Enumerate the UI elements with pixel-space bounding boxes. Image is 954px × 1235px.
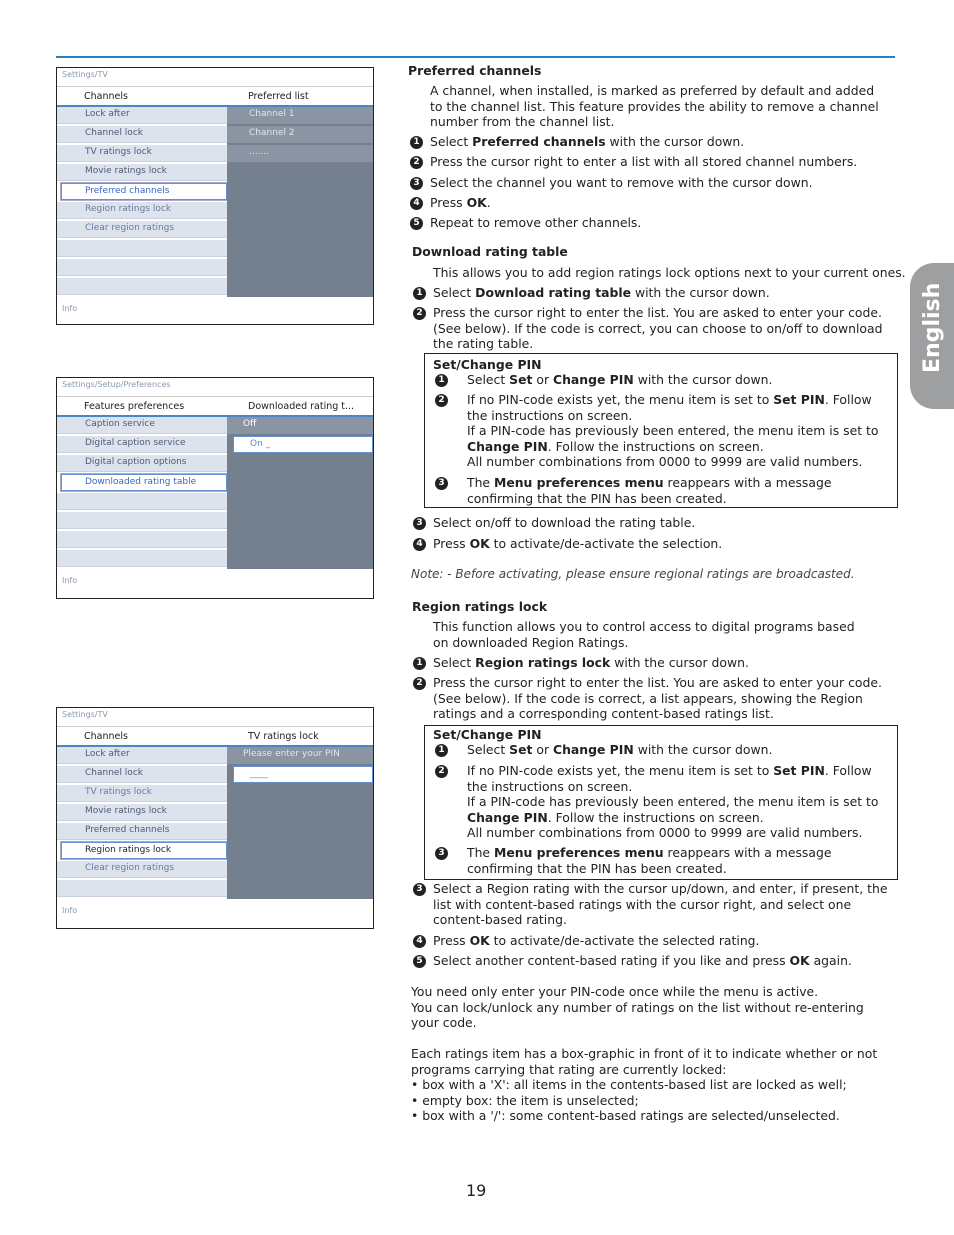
menu-screenshot-region [56, 707, 374, 929]
menu-item[interactable]: Digital caption service [57, 436, 227, 453]
menu-item[interactable]: TV ratings lock [57, 785, 227, 802]
menu-screenshot-download [56, 377, 374, 599]
pin-title: Set/Change PIN [433, 357, 542, 372]
download-intro: This allows you to add region ratings lock options next to your current ones. [433, 265, 906, 280]
menu-breadcrumb: Settings/Setup/Preferences [57, 378, 373, 397]
menu-right-column [227, 747, 373, 899]
region-intro: This function allows you to control access to digital programs based on downloaded Region Ratings. [433, 619, 855, 650]
step-number-4: 4 [413, 935, 426, 948]
step-number-1: 1 [413, 287, 426, 300]
menu-item-empty [57, 278, 227, 295]
menu-breadcrumb: Settings/TV [57, 68, 373, 87]
step-number-3: 3 [413, 517, 426, 530]
step-number-2: 2 [410, 156, 423, 169]
preferred-step-3: Select the channel you want to remove with the cursor down. [430, 175, 813, 190]
menu-body [57, 107, 373, 297]
menu-value[interactable]: Channel 1 [227, 107, 373, 124]
step-number-3: 3 [435, 477, 448, 490]
menu-item[interactable]: Digital caption options [57, 455, 227, 472]
language-tab [910, 263, 954, 409]
menu-item-empty [57, 531, 227, 548]
pin-step-2: If no PIN-code exists yet, the menu item is set to Set PIN. Follow the instructions on screen. If a PIN-code has previously been entered, the menu item is set to Change PIN. Follow the instructions on screen. All number combinations from 0000 to 9999 are valid numbers. [467, 763, 879, 841]
menu-item[interactable]: Movie ratings lock [57, 164, 227, 181]
menu-item[interactable]: Clear region ratings [57, 221, 227, 238]
pin-step-1: Select Set or Change PIN with the cursor down. [467, 372, 773, 387]
preferred-step-2: Press the cursor right to enter a list with all stored channel numbers. [430, 154, 858, 169]
section-title-download: Download rating table [412, 244, 568, 259]
menu-header [57, 87, 373, 107]
download-step-2: Press the cursor right to enter the list. You are asked to enter your code. (See below). If the code is correct, you can choose to on/off to download the rating table. [433, 305, 883, 352]
region-step-5: Select another content-based rating if you like and press OK again. [433, 953, 852, 968]
menu-info: Info [62, 576, 78, 585]
menu-info: Info [62, 906, 78, 915]
menu-item-selected[interactable]: Downloaded rating table [61, 474, 227, 491]
menu-info: Info [62, 304, 78, 313]
pin-step-3: The Menu preferences menu reappears with a message confirming that the PIN has been created. [467, 475, 832, 506]
step-number-3: 3 [413, 883, 426, 896]
pin-step-2: If no PIN-code exists yet, the menu item is set to Set PIN. Follow the instructions on screen. If a PIN-code has previously been entered, the menu item is set to Change PIN. Follow the instructions on screen. All number combinations from 0000 to 9999 are valid numbers. [467, 392, 879, 470]
region-para-1: You need only enter your PIN-code once while the menu is active. You can lock/unlock any number of ratings on the list without re-entering your code. [411, 984, 864, 1031]
step-number-2: 2 [413, 677, 426, 690]
step-number-3: 3 [410, 177, 423, 190]
menu-item[interactable]: Lock after [57, 107, 227, 124]
menu-value: Please enter your PIN [227, 747, 373, 764]
menu-breadcrumb: Settings/TV [57, 708, 373, 727]
region-step-3: Select a Region rating with the cursor up/down, and enter, if present, the list with content-based ratings with the cursor right, and select one content-based rating. [433, 881, 888, 928]
step-number-3: 3 [435, 847, 448, 860]
menu-right-column [227, 417, 373, 569]
section-title-region: Region ratings lock [412, 599, 548, 614]
menu-item[interactable]: Channel lock [57, 126, 227, 143]
menu-body [57, 417, 373, 569]
menu-header-right: TV ratings lock [248, 731, 319, 742]
region-step-1: Select Region ratings lock with the cursor down. [433, 655, 749, 670]
menu-header [57, 727, 373, 747]
menu-left-column [57, 107, 227, 295]
menu-value[interactable]: Channel 2 [227, 126, 373, 143]
menu-value[interactable]: ....... [227, 145, 373, 162]
step-number-1: 1 [435, 744, 448, 757]
section-title-preferred: Preferred channels [408, 63, 542, 78]
menu-item[interactable]: Channel lock [57, 766, 227, 783]
menu-item[interactable]: Caption service [57, 417, 227, 434]
preferred-step-1: Select Preferred channels with the cursor down. [430, 134, 745, 149]
step-number-2: 2 [435, 765, 448, 778]
region-para-2: Each ratings item has a box-graphic in front of it to indicate whether or not programs carrying that rating are currently locked: • box with a 'X': all items in the contents-based list are locked as well; • empty box: the item is unselected; • box with a '/': some content-based ratings are selected/unselected. [411, 1046, 878, 1124]
menu-header-left: Features preferences [84, 401, 185, 412]
header-rule [56, 56, 895, 58]
step-number-5: 5 [413, 955, 426, 968]
menu-header [57, 397, 373, 417]
region-step-4: Press OK to activate/de-activate the selected rating. [433, 933, 760, 948]
menu-item[interactable]: Preferred channels [57, 823, 227, 840]
menu-item[interactable]: TV ratings lock [57, 145, 227, 162]
step-number-1: 1 [435, 374, 448, 387]
menu-left-column [57, 747, 227, 897]
step-number-2: 2 [413, 307, 426, 320]
step-number-2: 2 [435, 394, 448, 407]
menu-header-left: Channels [84, 91, 128, 102]
menu-header-right: Downloaded rating t... [248, 401, 355, 412]
step-number-4: 4 [410, 197, 423, 210]
menu-item-selected[interactable]: Preferred channels [61, 183, 227, 200]
step-number-1: 1 [413, 657, 426, 670]
menu-right-column [227, 107, 373, 297]
menu-item[interactable]: Movie ratings lock [57, 804, 227, 821]
menu-item[interactable]: Clear region ratings [57, 861, 227, 878]
menu-item-empty [57, 880, 227, 897]
menu-value[interactable]: Off [227, 417, 373, 434]
menu-item-selected[interactable]: Region ratings lock [61, 842, 227, 859]
preferred-intro: A channel, when installed, is marked as preferred by default and added to the channel list. This feature provides the ability to remove a channel number from the channel list. [430, 83, 879, 130]
menu-value-selected[interactable]: On _ [233, 436, 373, 453]
language-tab-label: English [920, 282, 945, 373]
menu-item-empty [57, 493, 227, 510]
menu-left-column [57, 417, 227, 567]
download-step-4: Press OK to activate/de-activate the selection. [433, 536, 723, 551]
download-step-3: Select on/off to download the rating table. [433, 515, 696, 530]
page-number: 19 [466, 1181, 487, 1200]
preferred-step-5: Repeat to remove other channels. [430, 215, 642, 230]
menu-screenshot-preferred [56, 67, 374, 325]
menu-body [57, 747, 373, 899]
menu-item[interactable]: Region ratings lock [57, 202, 227, 219]
menu-header-right: Preferred list [248, 91, 309, 102]
pin-step-1: Select Set or Change PIN with the cursor down. [467, 742, 773, 757]
pin-title: Set/Change PIN [433, 727, 542, 742]
pin-step-3: The Menu preferences menu reappears with a message confirming that the PIN has been created. [467, 845, 832, 876]
pin-entry-field[interactable]: ____ [233, 766, 373, 783]
step-number-5: 5 [410, 217, 423, 230]
step-number-1: 1 [410, 136, 423, 149]
step-number-4: 4 [413, 538, 426, 551]
menu-item[interactable]: Lock after [57, 747, 227, 764]
menu-item-empty [57, 240, 227, 257]
region-step-2: Press the cursor right to enter the list. You are asked to enter your code. (See below). If the code is correct, a list appears, showing the Region ratings and a corresponding content-based ratings list. [433, 675, 882, 722]
menu-header-left: Channels [84, 731, 128, 742]
menu-item-empty [57, 259, 227, 276]
menu-item-empty [57, 550, 227, 567]
preferred-step-4: Press OK. [430, 195, 491, 210]
download-note: Note: - Before activating, please ensure regional ratings are broadcasted. [411, 567, 855, 581]
download-step-1: Select Download rating table with the cursor down. [433, 285, 770, 300]
menu-item-empty [57, 512, 227, 529]
